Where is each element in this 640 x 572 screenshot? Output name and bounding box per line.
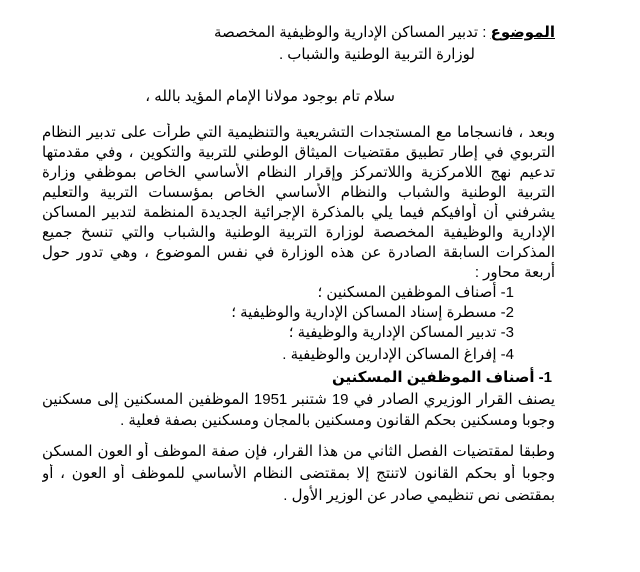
paragraph-line: الإدارية والوظيفية المخصصة لوزارة التربية الوطنية والشباب والتي تنسخ جميع bbox=[42, 224, 555, 241]
paragraph-line: وبعد ، فانسجاما مع المستجدات التشريعية والتنظيمية التي طرأت على تدبير النظام bbox=[42, 124, 555, 141]
paragraph-line: تدعيم نهج اللامركزية واللاتمركز وإقرار النظام الأساسي الخاص بموظفي وزارة bbox=[42, 164, 555, 181]
list-item: 2- مسطرة إسناد المساكن الإدارية والوظيفية ؛ bbox=[231, 304, 514, 321]
list-item: 4- إفراغ المساكن الإدارين والوظيفية . bbox=[282, 346, 514, 363]
paragraph-line: المذكرات السابقة الصادرة عن هذه الوزارة في نفس الموضوع ، وهي تدور حول bbox=[42, 244, 555, 261]
paragraph-line: وطبقا لمقتضيات الفصل الثاني من هذا القرار، فإن صفة الموظف أو العون المسكن bbox=[42, 443, 555, 460]
list-item: 3- تدبير المساكن الإدارية والوظيفية ؛ bbox=[288, 324, 514, 341]
paragraph-line: يصنف القرار الوزيري الصادر في 19 شتنبر 1951 الموظفين المسكنين إلى مسكنين bbox=[42, 391, 555, 408]
paragraph-line: بمقتضى نص تنظيمي صادر عن الوزير الأول . bbox=[283, 487, 555, 504]
subject-label: الموضوع bbox=[490, 24, 555, 41]
paragraph-line: يشرفني أن أوافيكم فيما يلي بالمذكرة الإجرائية الجديدة المنظمة لتدبير المساكن bbox=[42, 204, 555, 221]
paragraph-line: التربوي في إطار تطبيق مقتضيات الميثاق الوطني للتربية والتكوين ، وفي مقدمتها bbox=[42, 144, 555, 161]
subject-line-1: تدبير المساكن الإدارية والوظيفية المخصصة bbox=[213, 24, 479, 41]
section-heading: 1- أصناف الموظفين المسكنين bbox=[332, 369, 552, 386]
greeting: سلام تام بوجود مولانا الإمام المؤيد بالله ، bbox=[145, 88, 395, 105]
subject-line bbox=[214, 23, 555, 43]
axes-intro: أربعة محاور : bbox=[474, 264, 555, 281]
list-item: 1- أصناف الموظفين المسكنين ؛ bbox=[317, 284, 514, 301]
subject-separator: : bbox=[478, 24, 491, 41]
paragraph-line: وجوبا ومسكنين بحكم القانون ومسكنين بالمجان ومسكنين بصفة فعلية . bbox=[120, 412, 555, 429]
subject-line-2: لوزارة التربية الوطنية والشباب . bbox=[278, 46, 475, 63]
paragraph-line: وجوبا أو بحكم القانون لاتنتج إلا بمقتضى النظام الأساسي للموظف أو العون ، أو bbox=[42, 465, 555, 482]
paragraph-line: التربية الوطنية والشباب والنظام الأساسي الخاص بمؤسسات التربية والتعليم bbox=[42, 184, 555, 201]
